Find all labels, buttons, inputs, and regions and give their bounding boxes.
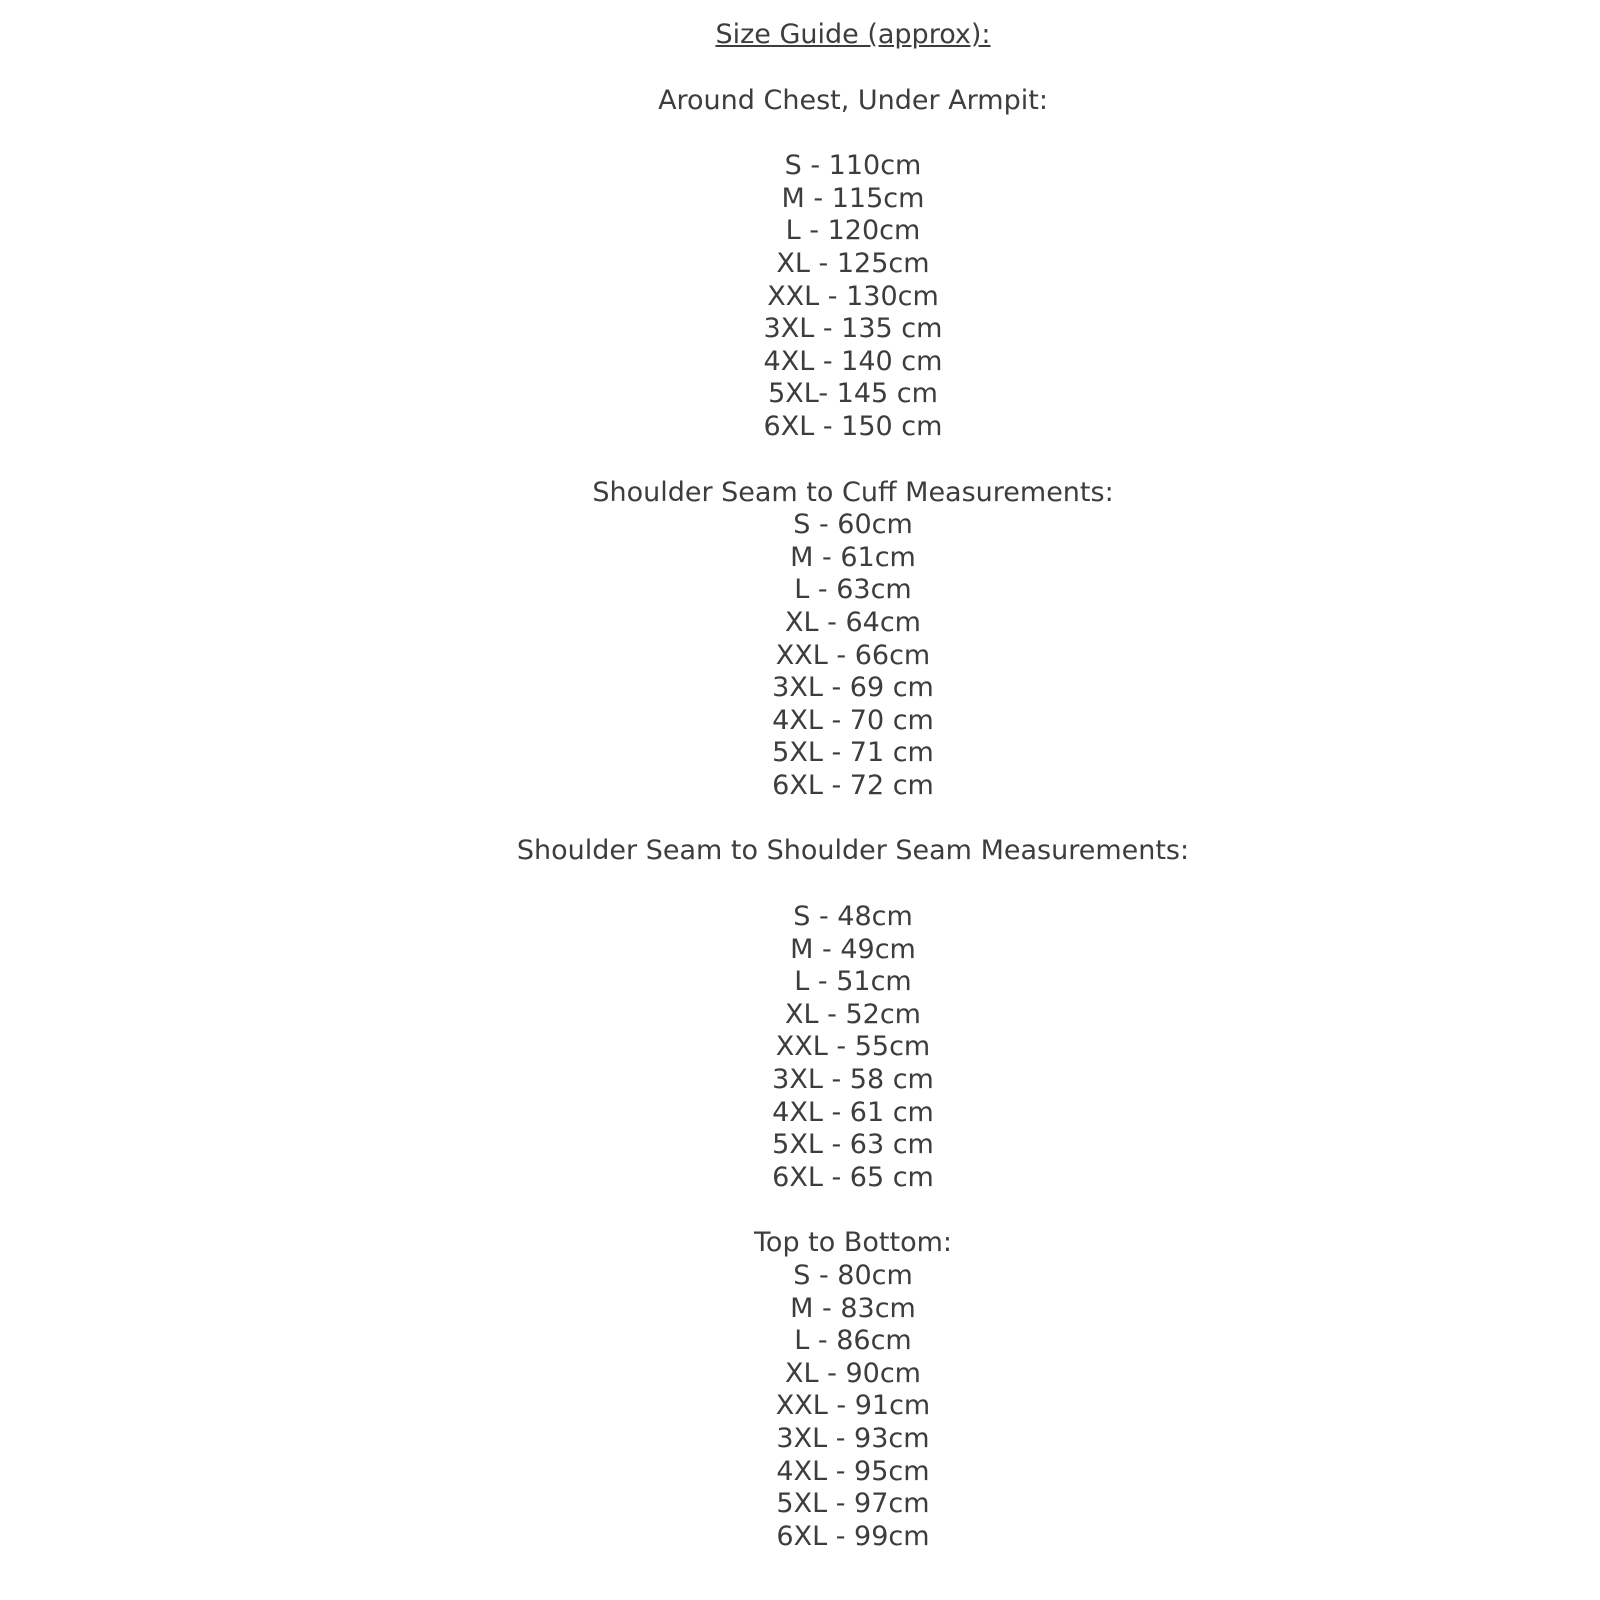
size-row: M - 61cm — [790, 541, 916, 573]
size-row: 4XL - 95cm — [776, 1455, 930, 1487]
size-row: XL - 90cm — [785, 1357, 921, 1389]
section-shoulder-to-cuff — [106, 477, 1600, 803]
section-heading-shoulder-to-shoulder: Shoulder Seam to Shoulder Seam Measurements: — [516, 835, 1190, 867]
section-heading-top-to-bottom: Top to Bottom: — [754, 1227, 952, 1259]
section-shoulder-to-shoulder — [106, 835, 1600, 1194]
size-row: 6XL - 99cm — [776, 1520, 930, 1552]
size-row: L - 120cm — [785, 215, 921, 247]
size-row: XL - 125cm — [776, 247, 930, 279]
section-around-chest — [106, 85, 1600, 444]
size-row: S - 48cm — [793, 901, 913, 933]
size-row: 3XL - 135 cm — [763, 313, 943, 345]
size-row: 3XL - 58 cm — [772, 1064, 934, 1096]
size-row: 6XL - 72 cm — [772, 769, 934, 801]
size-row: 5XL - 71 cm — [772, 737, 934, 769]
size-row: 5XL - 97cm — [776, 1488, 930, 1520]
size-row: XXL - 130cm — [767, 280, 939, 312]
size-row: L - 86cm — [794, 1325, 912, 1357]
size-row: S - 110cm — [784, 150, 922, 182]
size-row: 5XL - 63 cm — [772, 1129, 934, 1161]
size-list-shoulder-to-cuff — [106, 509, 1600, 802]
size-row: XXL - 55cm — [775, 1031, 931, 1063]
size-row: XXL - 66cm — [775, 639, 931, 671]
size-row: 3XL - 93cm — [776, 1422, 930, 1454]
size-row: M - 83cm — [790, 1292, 916, 1324]
size-row: 4XL - 61 cm — [772, 1096, 934, 1128]
size-list-around-chest — [106, 150, 1600, 443]
size-row: XL - 64cm — [785, 606, 921, 638]
size-row: M - 115cm — [781, 182, 925, 214]
page-title: Size Guide (approx): — [715, 19, 991, 50]
size-row: L - 51cm — [794, 966, 912, 998]
size-guide-document — [106, 0, 1600, 1553]
size-row: L - 63cm — [794, 574, 912, 606]
size-list-shoulder-to-shoulder — [106, 901, 1600, 1194]
size-row: XL - 52cm — [785, 998, 921, 1030]
size-row: 6XL - 65 cm — [772, 1161, 934, 1193]
size-list-top-to-bottom — [106, 1260, 1600, 1553]
size-row: 5XL- 145 cm — [768, 378, 938, 410]
size-row: M - 49cm — [790, 933, 916, 965]
size-row: 6XL - 150 cm — [763, 410, 943, 442]
section-top-to-bottom — [106, 1227, 1600, 1553]
size-row: XXL - 91cm — [775, 1390, 931, 1422]
size-row: 3XL - 69 cm — [772, 672, 934, 704]
size-row: S - 80cm — [793, 1260, 913, 1291]
section-heading-around-chest: Around Chest, Under Armpit: — [658, 84, 1048, 116]
section-heading-shoulder-to-cuff: Shoulder Seam to Cuff Measurements: — [592, 476, 1114, 508]
size-row: 4XL - 70 cm — [772, 704, 934, 736]
size-row: S - 60cm — [793, 509, 913, 541]
size-row: 4XL - 140 cm — [763, 345, 943, 377]
